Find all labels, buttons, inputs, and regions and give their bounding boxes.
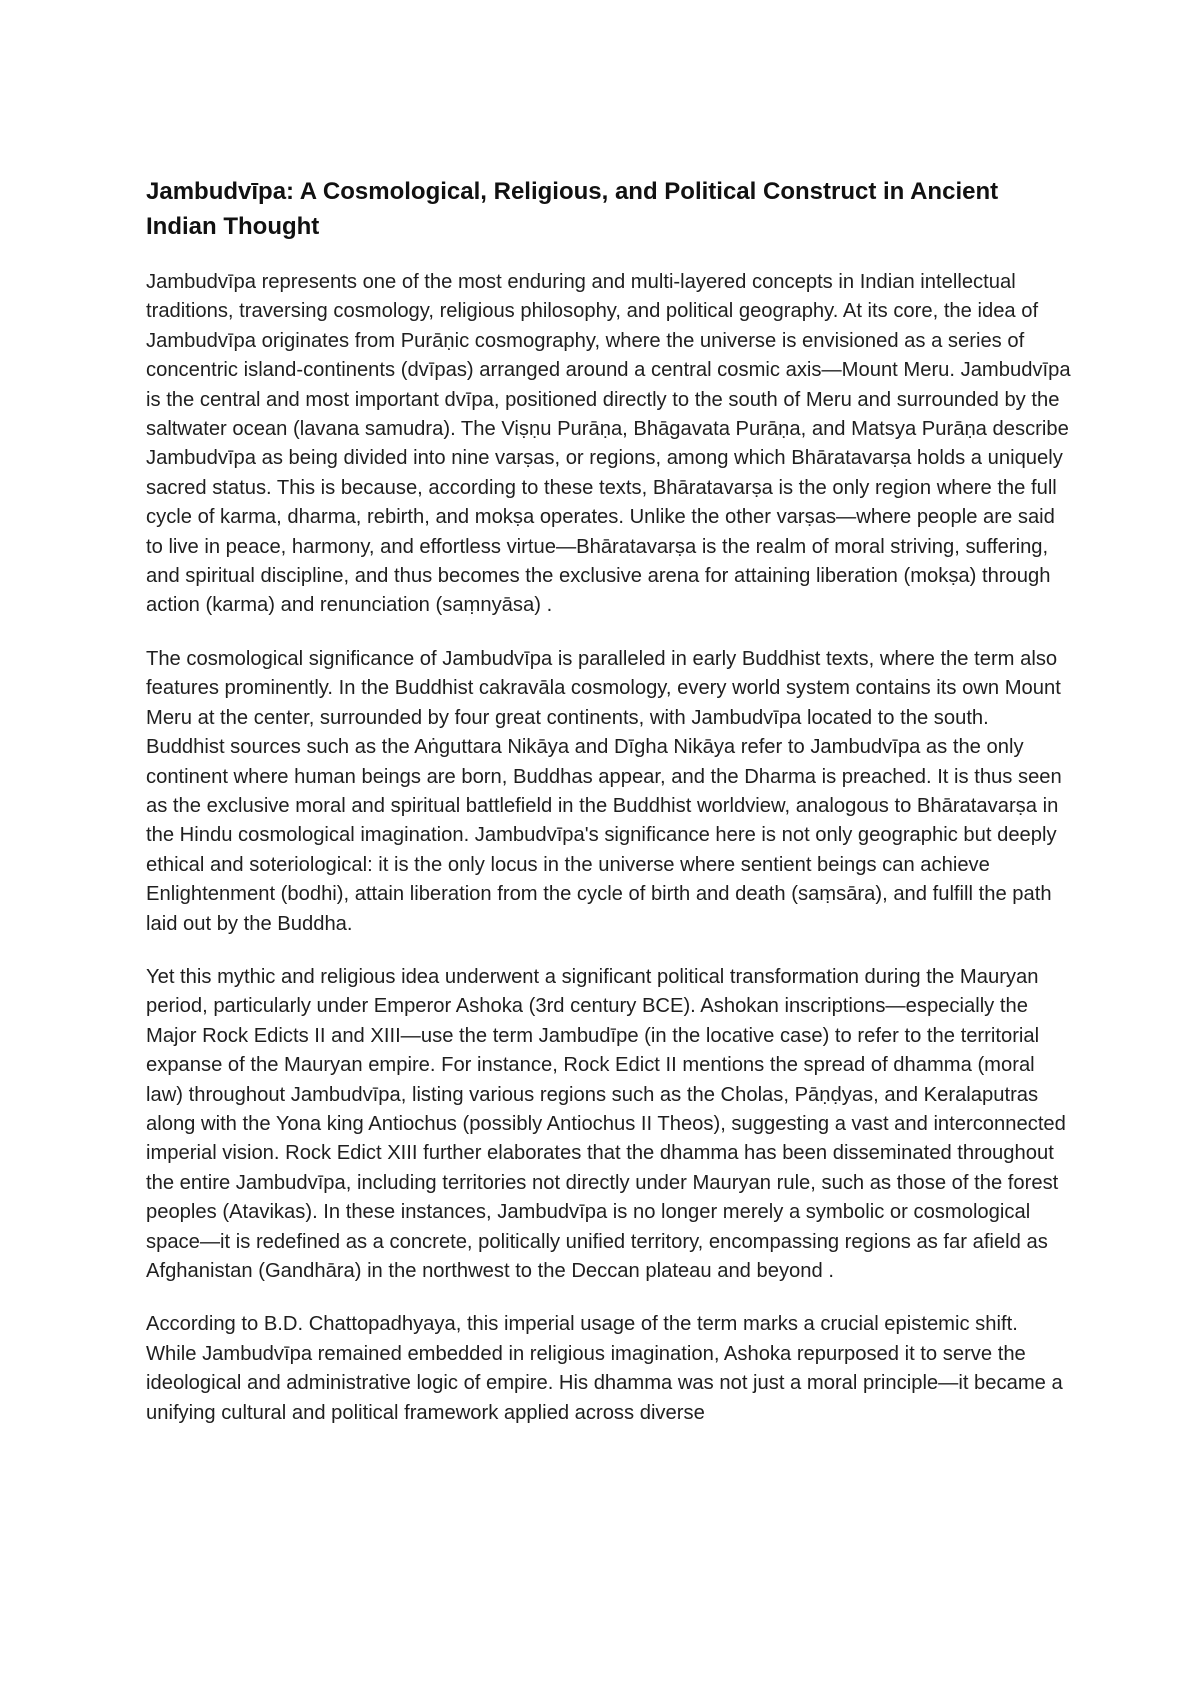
paragraph-2: The cosmological significance of Jambudvīpa is paralleled in early Buddhist texts, where the term also features prominently. In the Buddhist cakravāla cosmology, every world system contains its own Mount Meru at the center, surrounded by four great continents, with Jambudvīpa located to the south. Buddhist sources such as the Aṅguttara Nikāya and Dīgha Nikāya refer to Jambudvīpa as the only continent where human beings are born, Buddhas appear, and the Dharma is preached. It is thus seen as the exclusive moral and spiritual battlefield in the Buddhist worldview, analogous to Bhāratavarṣa in the Hindu cosmological imagination. Jambudvīpa's significance here is not only geographic but deeply ethical and soteriological: it is the only locus in the universe where sentient beings can achieve Enlightenment (bodhi), attain liberation from the cycle of birth and death (saṃsāra), and fulfill the path laid out by the Buddha. — [146, 647, 1062, 935]
document-body — [146, 174, 1071, 1428]
paragraph-4: According to B.D. Chattopadhyaya, this imperial usage of the term marks a crucial epistemic shift. While Jambudvīpa remained embedded in religious imagination, Ashoka repurposed it to serve the ideological and administrative logic of empire. His dhamma was not just a moral principle—it became a unifying cultural and political framework applied across diverse — [146, 1313, 1063, 1424]
document-title: Jambudvīpa: A Cosmological, Religious, and Political Construct in Ancient Indian Thought — [146, 178, 999, 240]
paragraph-1: Jambudvīpa represents one of the most enduring and multi-layered concepts in Indian intellectual traditions, traversing cosmology, religious philosophy, and political geography. At its core, the idea of Jambudvīpa originates from Purāṇic cosmography, where the universe is envisioned as a series of concentric island-continents (dvīpas) arranged around a central cosmic axis—Mount Meru. Jambudvīpa is the central and most important dvīpa, positioned directly to the south of Meru and surrounded by the saltwater ocean (lavana samudra). The Viṣṇu Purāṇa, Bhāgavata Purāṇa, and Matsya Purāṇa describe Jambudvīpa as being divided into nine varṣas, or regions, among which Bhāratavarṣa holds a uniquely sacred status. This is because, according to these texts, Bhāratavarṣa is the only region where the full cycle of karma, dharma, rebirth, and mokṣa operates. Unlike the other varṣas—where people are said to live in peace, harmony, and effortless virtue—Bhāratavarṣa is the realm of moral striving, suffering, and spiritual discipline, and thus becomes the exclusive arena for attaining liberation (mokṣa) through action (karma) and renunciation (saṃnyāsa) . — [146, 271, 1071, 617]
paragraph-3: Yet this mythic and religious idea underwent a significant political transformation during the Mauryan period, particularly under Emperor Ashoka (3rd century BCE). Ashokan inscriptions—especially the Major Rock Edicts II and XIII—use the term Jambudīpe (in the locative case) to refer to the territorial expanse of the Mauryan empire. For instance, Rock Edict II mentions the spread of dhamma (moral law) throughout Jambudvīpa, listing various regions such as the Cholas, Pāṇḍyas, and Keralaputras along with the Yona king Antiochus (possibly Antiochus II Theos), suggesting a vast and interconnected imperial vision. Rock Edict XIII further elaborates that the dhamma has been disseminated throughout the entire Jambudvīpa, including territories not directly under Mauryan rule, such as those of the forest peoples (Atavikas). In these instances, Jambudvīpa is no longer merely a symbolic or cosmological space—it is redefined as a concrete, politically unified territory, encompassing regions as far afield as Afghanistan (Gandhāra) in the northwest to the Deccan plateau and beyond . — [146, 965, 1066, 1282]
